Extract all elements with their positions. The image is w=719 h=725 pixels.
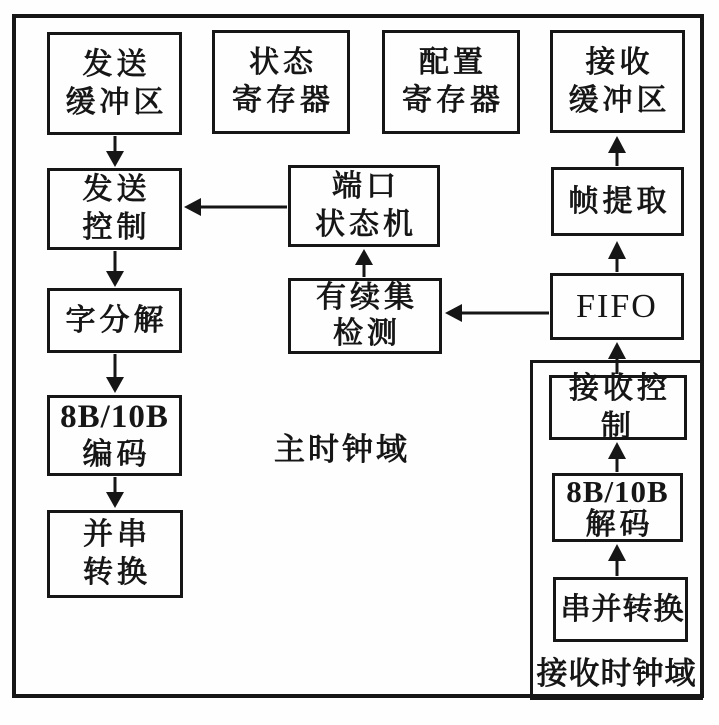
block-receive-buffer <box>550 30 685 133</box>
block-config-register <box>382 30 520 134</box>
block-ordered-set-detect-line1: 有续集 <box>316 281 418 314</box>
block-frame-extract <box>551 167 684 236</box>
block-word-split <box>47 288 182 353</box>
block-fifo-line1: FIFO <box>576 287 658 325</box>
block-8b10b-decoder <box>552 473 683 542</box>
block-ordered-set-detect <box>288 278 442 354</box>
block-send-buffer-line2: 缓冲区 <box>65 85 168 119</box>
block-word-split-line1: 字分解 <box>65 303 168 337</box>
block-status-register <box>212 30 350 134</box>
block-receive-buffer-line1: 接收 <box>585 45 654 79</box>
block-config-register-line2: 寄存器 <box>402 84 504 117</box>
block-8b10b-encoder <box>47 395 182 476</box>
block-parallel-serial-convert-line1: 并串 <box>83 518 151 551</box>
block-port-state-machine-line1: 端口 <box>332 170 400 203</box>
block-ordered-set-detect-line2: 检测 <box>333 317 401 350</box>
block-send-control-line1: 发送 <box>82 173 151 206</box>
block-fifo <box>550 273 684 340</box>
block-send-control-line2: 控制 <box>82 211 151 244</box>
block-serial-parallel-convert <box>553 577 688 642</box>
block-8b10b-decoder-line1: 8B/10B <box>566 473 669 509</box>
block-parallel-serial-convert <box>47 510 183 598</box>
main-clock-domain-label: 主时钟域 <box>274 432 410 467</box>
block-parallel-serial-convert-line2: 转换 <box>83 556 151 589</box>
block-port-state-machine <box>288 165 440 247</box>
block-8b10b-encoder-line1: 8B/10B <box>60 398 169 435</box>
block-port-state-machine-line2: 状态机 <box>315 208 417 241</box>
block-status-register-line1: 状态 <box>249 46 317 79</box>
receive-clock-domain-label: 接收时钟域 <box>536 656 697 691</box>
block-send-buffer-line1: 发送 <box>82 47 151 81</box>
block-config-register-line1: 配置 <box>419 46 487 79</box>
block-status-register-line2: 寄存器 <box>232 84 334 117</box>
block-8b10b-decoder-line2: 解码 <box>585 507 654 541</box>
block-receive-control-line1: 接收控制 <box>569 371 671 443</box>
block-serial-parallel-convert-line1: 串并转换 <box>560 592 685 626</box>
block-send-buffer <box>47 32 182 135</box>
block-frame-extract-line1: 帧提取 <box>568 184 671 218</box>
block-receive-buffer-line2: 缓冲区 <box>568 83 671 117</box>
block-send-control <box>47 168 182 250</box>
block-receive-control <box>549 371 687 443</box>
block-8b10b-encoder-line2: 编码 <box>82 437 151 471</box>
